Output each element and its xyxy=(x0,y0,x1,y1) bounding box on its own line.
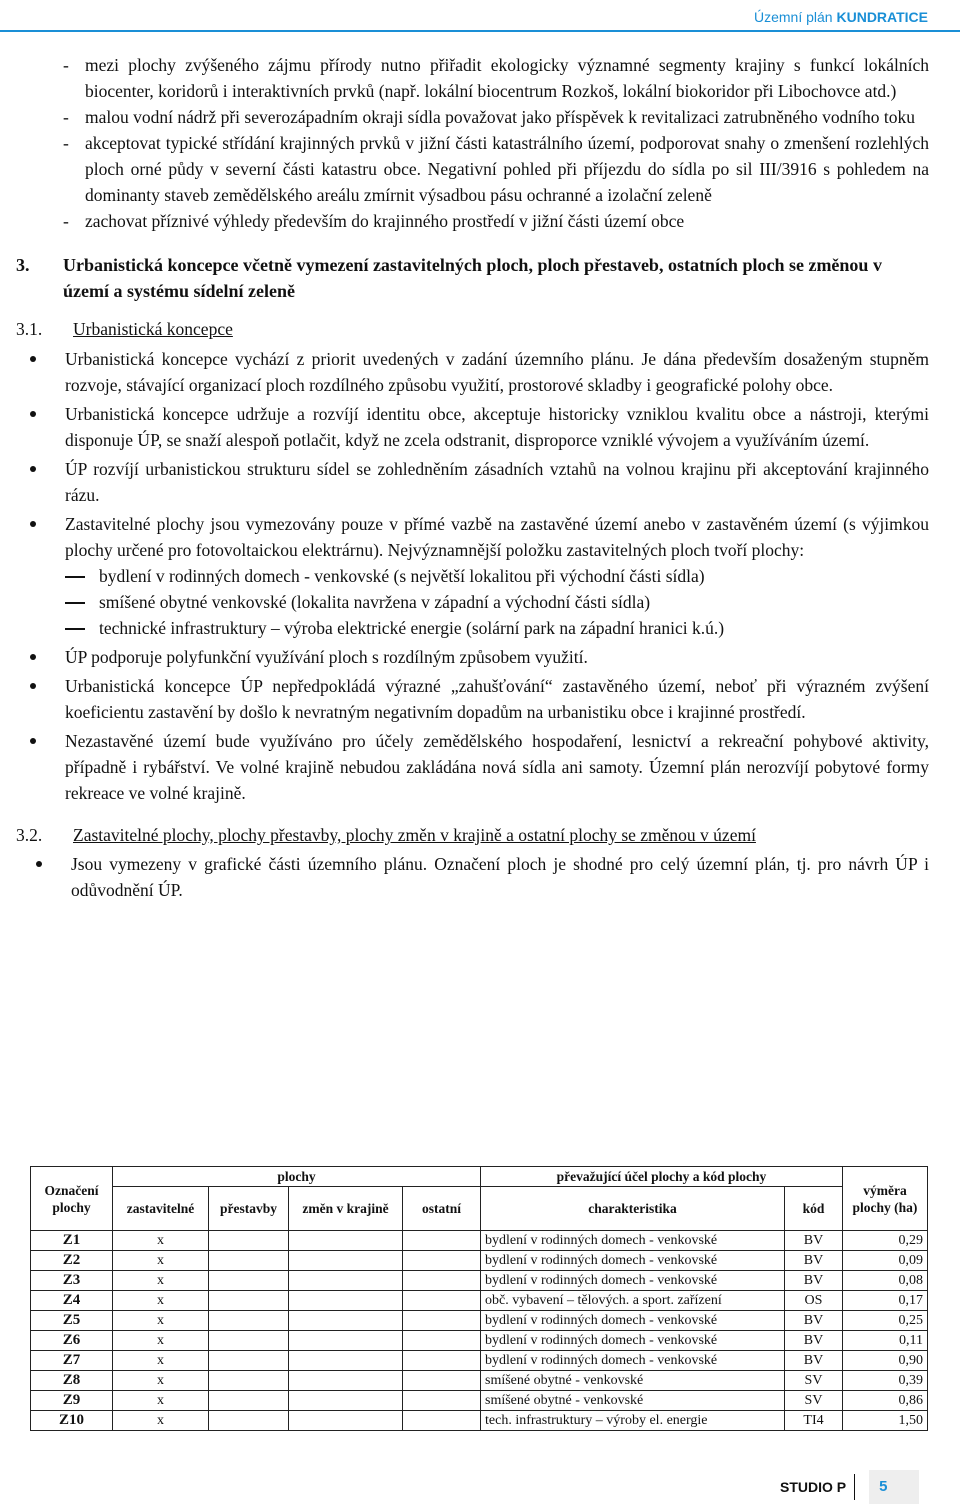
col-header-kod: kód xyxy=(785,1187,843,1231)
cell-zastavitelne: x xyxy=(113,1351,209,1371)
cell-vymera: 0,08 xyxy=(843,1271,928,1291)
bullet-text: Urbanistická koncepce udržuje a rozvíjí identitu obce, akceptuje historicky vzniklou kvalitu obce a nástroji, kterými disponuje ÚP, se snaží alespoň potlačit, když ne zcela odstranit, disproporce vzniklé vývojem a využíváním území. xyxy=(65,404,929,450)
cell-prestavby xyxy=(209,1331,289,1351)
cell-zmen xyxy=(289,1251,403,1271)
list-item xyxy=(69,851,929,903)
cell-ostatni xyxy=(403,1411,481,1431)
section-number: 3. xyxy=(16,255,30,275)
cell-id: Z6 xyxy=(31,1331,113,1351)
cell-zmen xyxy=(289,1411,403,1431)
cell-kod: BV xyxy=(785,1351,843,1371)
list-item xyxy=(63,673,929,725)
cell-zmen xyxy=(289,1391,403,1411)
cell-charakteristika: tech. infrastruktury – výroby el. energie xyxy=(481,1411,785,1431)
table-row xyxy=(31,1271,928,1291)
cell-vymera: 0,29 xyxy=(843,1231,928,1251)
col-header-vymera: výměra plochy (ha) xyxy=(843,1167,928,1231)
cell-zmen xyxy=(289,1271,403,1291)
subsection-title: Zastavitelné plochy, plochy přestavby, plochy změn v krajině a ostatní plochy se změnou v území xyxy=(73,825,756,845)
subsection-3-1-heading xyxy=(16,316,929,342)
cell-charakteristika: smíšené obytné - venkovské xyxy=(481,1371,785,1391)
table-row xyxy=(31,1251,928,1271)
bullet-text: Nezastavěné území bude využíváno pro účely zemědělského hospodaření, lesnictví a rekreační pohybové aktivity, případně i rybářství. Ve volné krajině nebudou zakládána nová sídla ani samoty. Územní plán nerozvíjí pobytové formy rekreace ve volné krajině. xyxy=(65,731,929,803)
dash-marker: - xyxy=(63,211,69,231)
list-item xyxy=(99,563,929,589)
bullet-list-a xyxy=(63,346,929,508)
endash-list xyxy=(63,563,929,641)
cell-prestavby xyxy=(209,1391,289,1411)
dash-marker: - xyxy=(63,133,69,153)
col-header-prestavby: přestavby xyxy=(209,1187,289,1231)
cell-id: Z2 xyxy=(31,1251,113,1271)
header-divider xyxy=(0,30,960,32)
cell-zmen xyxy=(289,1311,403,1331)
col-header-zastavitelne: zastavitelné xyxy=(113,1187,209,1231)
list-item-text: technické infrastruktury – výroba elektrické energie (solární park na západní hranici k.ú.) xyxy=(99,618,725,638)
cell-prestavby xyxy=(209,1351,289,1371)
cell-prestavby xyxy=(209,1271,289,1291)
page-header xyxy=(754,4,928,30)
cell-zastavitelne: x xyxy=(113,1331,209,1351)
cell-charakteristika: smíšené obytné - venkovské xyxy=(481,1391,785,1411)
cell-zmen xyxy=(289,1231,403,1251)
table-row xyxy=(31,1231,928,1251)
cell-ostatni xyxy=(403,1331,481,1351)
table-row xyxy=(31,1331,928,1351)
cell-id: Z9 xyxy=(31,1391,113,1411)
list-item-text: smíšené obytné venkovské (lokalita navržena v západní a východní části sídla) xyxy=(99,592,651,612)
cell-kod: BV xyxy=(785,1331,843,1351)
cell-zastavitelne: x xyxy=(113,1231,209,1251)
list-item-text: zachovat příznivé výhledy především do krajinného prostředí v jižní části území obce xyxy=(85,211,685,231)
cell-charakteristika: bydlení v rodinných domech - venkovské xyxy=(481,1351,785,1371)
subsection-number: 3.1. xyxy=(16,319,43,339)
areas-table xyxy=(30,1166,928,1431)
cell-kod: BV xyxy=(785,1251,843,1271)
header-prefix: Územní plán xyxy=(754,9,837,25)
list-item xyxy=(63,401,929,453)
table-row xyxy=(31,1391,928,1411)
cell-vymera: 0,90 xyxy=(843,1351,928,1371)
cell-id: Z4 xyxy=(31,1291,113,1311)
table-row xyxy=(31,1311,928,1331)
cell-zmen xyxy=(289,1291,403,1311)
cell-zastavitelne: x xyxy=(113,1271,209,1291)
col-header-plochy: plochy xyxy=(113,1167,481,1187)
list-item xyxy=(63,644,929,670)
table-row xyxy=(31,1291,928,1311)
cell-zastavitelne: x xyxy=(113,1411,209,1431)
cell-zmen xyxy=(289,1331,403,1351)
bullet-text: ÚP podporuje polyfunkční využívání ploch s rozdílným způsobem využití. xyxy=(65,647,588,667)
dash-marker: - xyxy=(63,55,69,75)
dash-list xyxy=(63,52,929,234)
list-item xyxy=(63,208,929,234)
cell-prestavby xyxy=(209,1231,289,1251)
list-item xyxy=(99,589,929,615)
cell-vymera: 0,25 xyxy=(843,1311,928,1331)
cell-ostatni xyxy=(403,1311,481,1331)
cell-kod: OS xyxy=(785,1291,843,1311)
list-item xyxy=(99,615,929,641)
list-item-text: bydlení v rodinných domech - venkovské (s největší lokalitou při východní části sídla) xyxy=(99,566,705,586)
cell-prestavby xyxy=(209,1411,289,1431)
cell-prestavby xyxy=(209,1291,289,1311)
table-row xyxy=(31,1411,928,1431)
col-header-ucel: převažující účel plochy a kód plochy xyxy=(481,1167,843,1187)
cell-kod: BV xyxy=(785,1311,843,1331)
cell-charakteristika: bydlení v rodinných domech - venkovské xyxy=(481,1271,785,1291)
bullet-text: Urbanistická koncepce vychází z priorit uvedených v zadání územního plánu. Je dána především dosaženým stupněm rozvoje, stávající organizací ploch rozdílného způsobu využití, prostorové skladby i geografické polohy obce. xyxy=(65,349,929,395)
cell-prestavby xyxy=(209,1311,289,1331)
cell-charakteristika: bydlení v rodinných domech - venkovské xyxy=(481,1331,785,1351)
subsection-3-2-heading xyxy=(16,822,929,848)
cell-prestavby xyxy=(209,1371,289,1391)
list-item xyxy=(63,130,929,208)
cell-id: Z3 xyxy=(31,1271,113,1291)
bullet-text: Zastavitelné plochy jsou vymezovány pouze v přímé vazbě na zastavěné území anebo v zastavěném území (s výjimkou plochy určené pro fotovoltaickou elektrárnu). Nejvýznamnější položku zastavitelných ploch tvoří plochy: xyxy=(65,514,929,560)
table-row xyxy=(31,1351,928,1371)
cell-id: Z1 xyxy=(31,1231,113,1251)
page-footer xyxy=(780,1470,919,1504)
document-body xyxy=(16,52,929,903)
table-row xyxy=(31,1371,928,1391)
dash-marker: - xyxy=(63,107,69,127)
section-3-heading xyxy=(16,252,929,304)
cell-charakteristika: bydlení v rodinných domech - venkovské xyxy=(481,1311,785,1331)
cell-ostatni xyxy=(403,1231,481,1251)
cell-zmen xyxy=(289,1371,403,1391)
cell-charakteristika: bydlení v rodinných domech - venkovské xyxy=(481,1231,785,1251)
col-header-oznaceni: Označení plochy xyxy=(31,1167,113,1231)
list-item xyxy=(63,52,929,104)
list-item xyxy=(63,511,929,563)
table-body xyxy=(31,1231,928,1431)
cell-charakteristika: obč. vybavení – tělových. a sport. zařízení xyxy=(481,1291,785,1311)
cell-kod: SV xyxy=(785,1371,843,1391)
bullet-text: Urbanistická koncepce ÚP nepředpokládá výrazné „zahušťování“ zastavěného území, neboť při výrazném zvýšení koeficientu zastavění by došlo k nevratným negativním dopadům na urbanistiku obce i krajinné prostředí. xyxy=(65,676,929,722)
cell-zmen xyxy=(289,1351,403,1371)
cell-vymera: 0,86 xyxy=(843,1391,928,1411)
cell-zastavitelne: x xyxy=(113,1291,209,1311)
list-item xyxy=(63,104,929,130)
cell-zastavitelne: x xyxy=(113,1251,209,1271)
cell-kod: BV xyxy=(785,1231,843,1251)
cell-vymera: 1,50 xyxy=(843,1411,928,1431)
cell-ostatni xyxy=(403,1371,481,1391)
bullet-list-b xyxy=(63,644,929,806)
cell-vymera: 0,17 xyxy=(843,1291,928,1311)
subsection-title: Urbanistická koncepce xyxy=(73,319,233,339)
cell-vymera: 0,11 xyxy=(843,1331,928,1351)
cell-zastavitelne: x xyxy=(113,1311,209,1331)
col-header-charakteristika: charakteristika xyxy=(481,1187,785,1231)
col-header-zmen: změn v krajině xyxy=(289,1187,403,1231)
cell-id: Z8 xyxy=(31,1371,113,1391)
studio-label: STUDIO P xyxy=(780,1474,855,1500)
page-number: 5 xyxy=(869,1470,919,1504)
cell-kod: BV xyxy=(785,1271,843,1291)
cell-ostatni xyxy=(403,1391,481,1411)
subsection-number: 3.2. xyxy=(16,825,43,845)
cell-id: Z10 xyxy=(31,1411,113,1431)
list-item xyxy=(63,456,929,508)
cell-id: Z7 xyxy=(31,1351,113,1371)
cell-vymera: 0,39 xyxy=(843,1371,928,1391)
cell-vymera: 0,09 xyxy=(843,1251,928,1271)
cell-kod: TI4 xyxy=(785,1411,843,1431)
header-name: KUNDRATICE xyxy=(836,9,928,25)
cell-zastavitelne: x xyxy=(113,1391,209,1411)
cell-id: Z5 xyxy=(31,1311,113,1331)
cell-prestavby xyxy=(209,1251,289,1271)
bullet-text: Jsou vymezeny v grafické části územního plánu. Označení ploch je shodné pro celý územní plán, tj. pro návrh ÚP i odůvodnění ÚP. xyxy=(71,854,929,900)
cell-ostatni xyxy=(403,1291,481,1311)
list-item-text: akceptovat typické střídání krajinných prvků v jižní části katastrálního území, podporovat snahy o zmenšení rozlehlých ploch orné půdy v severní části katastru obce. Negativní pohled při příjezdu do sídla po sil III/3916 s pohledem na dominanty staveb zemědělského areálu zmírnit výsadbou pásu ochranné a izolační zeleně xyxy=(85,133,929,205)
cell-zastavitelne: x xyxy=(113,1371,209,1391)
cell-ostatni xyxy=(403,1251,481,1271)
col-header-ostatni: ostatní xyxy=(403,1187,481,1231)
cell-kod: SV xyxy=(785,1391,843,1411)
cell-ostatni xyxy=(403,1271,481,1291)
section-title: Urbanistická koncepce včetně vymezení zastavitelných ploch, ploch přestaveb, ostatních ploch se změnou v území a systému sídelní zeleně xyxy=(63,255,882,301)
list-item xyxy=(63,728,929,806)
list-item xyxy=(63,346,929,398)
list-item-text: mezi plochy zvýšeného zájmu přírody nutno přiřadit ekologicky významné segmenty krajiny s funkcí lokálních biocenter, koridorů i interaktivních prvků (např. lokální biocentrum Rozkoš, lokální biokoridor při Libochovce atd.) xyxy=(85,55,929,101)
bullet-text: ÚP rozvíjí urbanistickou strukturu sídel se zohledněním zásadních vztahů na volnou krajinu při akceptování krajinného rázu. xyxy=(65,459,929,505)
cell-ostatni xyxy=(403,1351,481,1371)
cell-charakteristika: bydlení v rodinných domech - venkovské xyxy=(481,1251,785,1271)
list-item-text: malou vodní nádrž při severozápadním okraji sídla považovat jako příspěvek k revitalizaci zatrubněného vodního toku xyxy=(85,107,916,127)
